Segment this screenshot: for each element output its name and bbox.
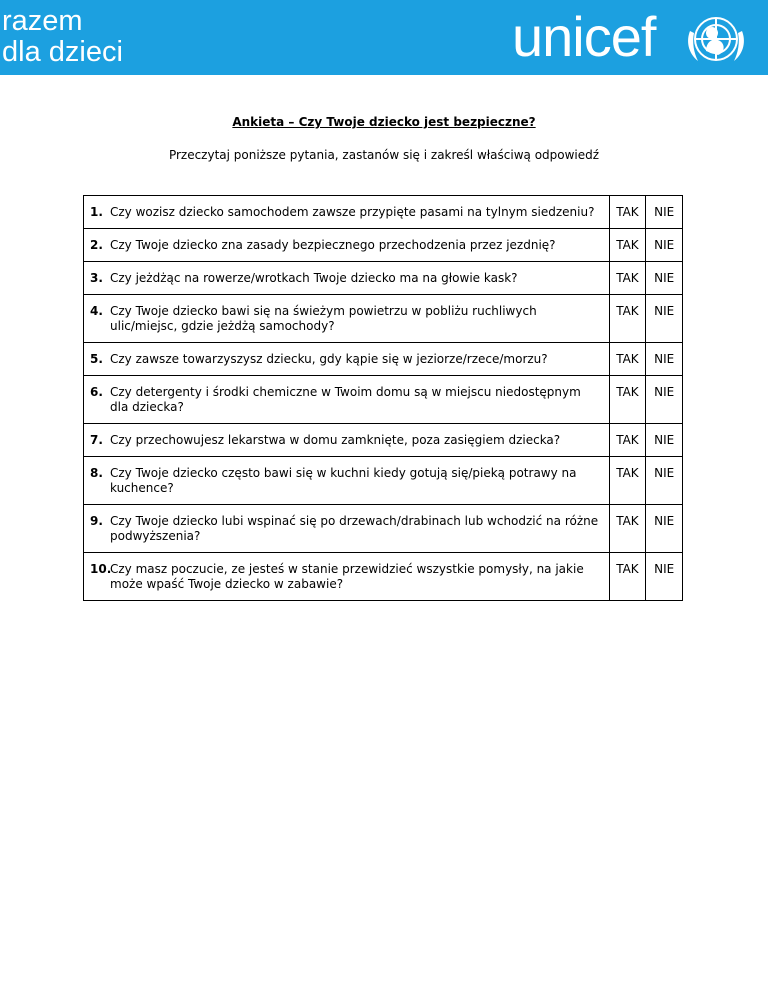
table-row — [84, 505, 683, 553]
answer-yes[interactable]: TAK — [609, 196, 646, 229]
question-number: 6. — [90, 385, 103, 399]
question-text: Czy masz poczucie, ze jesteś w stanie przewidzieć wszystkie pomysły, na jakie może wpaść Twoje dziecko w zabawie? — [110, 562, 584, 591]
table-row — [84, 343, 683, 376]
question-cell — [84, 295, 610, 343]
question-number: 9. — [90, 514, 103, 528]
survey-table — [83, 195, 683, 601]
answer-yes[interactable]: TAK — [609, 376, 646, 424]
question-cell — [84, 457, 610, 505]
table-row — [84, 295, 683, 343]
answer-no[interactable]: NIE — [646, 505, 683, 553]
answer-no[interactable]: NIE — [646, 262, 683, 295]
answer-no[interactable]: NIE — [646, 343, 683, 376]
answer-no[interactable]: NIE — [646, 229, 683, 262]
document-title: Ankieta – Czy Twoje dziecko jest bezpieczne? — [232, 115, 536, 129]
slogan — [2, 6, 123, 68]
question-cell — [84, 376, 610, 424]
answer-no[interactable]: NIE — [646, 376, 683, 424]
answer-yes[interactable]: TAK — [609, 553, 646, 601]
answer-no[interactable]: NIE — [646, 553, 683, 601]
answer-yes[interactable]: TAK — [609, 229, 646, 262]
answer-no[interactable]: NIE — [646, 457, 683, 505]
question-text: Czy detergenty i środki chemiczne w Twoim domu są w miejscu niedostępnym dla dziecka? — [110, 385, 581, 414]
question-number: 10. — [90, 562, 112, 576]
question-cell — [84, 343, 610, 376]
question-number: 1. — [90, 205, 103, 219]
answer-no[interactable]: NIE — [646, 295, 683, 343]
question-cell — [84, 262, 610, 295]
question-number: 5. — [90, 352, 103, 366]
question-cell — [84, 196, 610, 229]
table-row — [84, 457, 683, 505]
question-text: Czy Twoje dziecko często bawi się w kuchni kiedy gotują się/pieką potrawy na kuchence? — [110, 466, 577, 495]
table-row — [84, 424, 683, 457]
table-row — [84, 376, 683, 424]
table-row — [84, 553, 683, 601]
slogan-line-2: dla dzieci — [2, 36, 123, 68]
answer-yes[interactable]: TAK — [609, 424, 646, 457]
question-text: Czy Twoje dziecko zna zasady bezpiecznego przechodzenia przez jezdnię? — [110, 238, 556, 252]
table-row — [84, 229, 683, 262]
question-cell — [84, 424, 610, 457]
answer-yes[interactable]: TAK — [609, 457, 646, 505]
unicef-emblem-icon — [684, 11, 748, 67]
answer-yes[interactable]: TAK — [609, 295, 646, 343]
question-cell — [84, 229, 610, 262]
question-text: Czy zawsze towarzyszysz dziecku, gdy kąpie się w jeziorze/rzece/morzu? — [110, 352, 548, 366]
answer-yes[interactable]: TAK — [609, 505, 646, 553]
question-number: 8. — [90, 466, 103, 480]
question-number: 7. — [90, 433, 103, 447]
table-row — [84, 262, 683, 295]
brand-logo-text: unicef — [512, 5, 656, 68]
answer-no[interactable]: NIE — [646, 196, 683, 229]
answer-no[interactable]: NIE — [646, 424, 683, 457]
question-cell — [84, 553, 610, 601]
question-number: 3. — [90, 271, 103, 285]
question-cell — [84, 505, 610, 553]
question-text: Czy przechowujesz lekarstwa w domu zamknięte, poza zasięgiem dziecka? — [110, 433, 561, 447]
question-number: 2. — [90, 238, 103, 252]
question-text: Czy Twoje dziecko bawi się na świeżym powietrzu w pobliżu ruchliwych ulic/miejsc, gdzie jeżdżą samochody? — [110, 304, 537, 333]
slogan-line-1: razem — [2, 5, 83, 37]
answer-yes[interactable]: TAK — [609, 262, 646, 295]
question-number: 4. — [90, 304, 103, 318]
table-row — [84, 196, 683, 229]
question-text: Czy Twoje dziecko lubi wspinać się po drzewach/drabinach lub wchodzić na różne podwyższenia? — [110, 514, 599, 543]
question-text: Czy jeżdżąc na rowerze/wrotkach Twoje dziecko ma na głowie kask? — [110, 271, 518, 285]
header-banner — [0, 0, 768, 75]
instruction-text: Przeczytaj poniższe pytania, zastanów się i zakreśl właściwą odpowiedź — [168, 148, 600, 162]
question-text: Czy wozisz dziecko samochodem zawsze przypięte pasami na tylnym siedzeniu? — [110, 205, 595, 219]
answer-yes[interactable]: TAK — [609, 343, 646, 376]
